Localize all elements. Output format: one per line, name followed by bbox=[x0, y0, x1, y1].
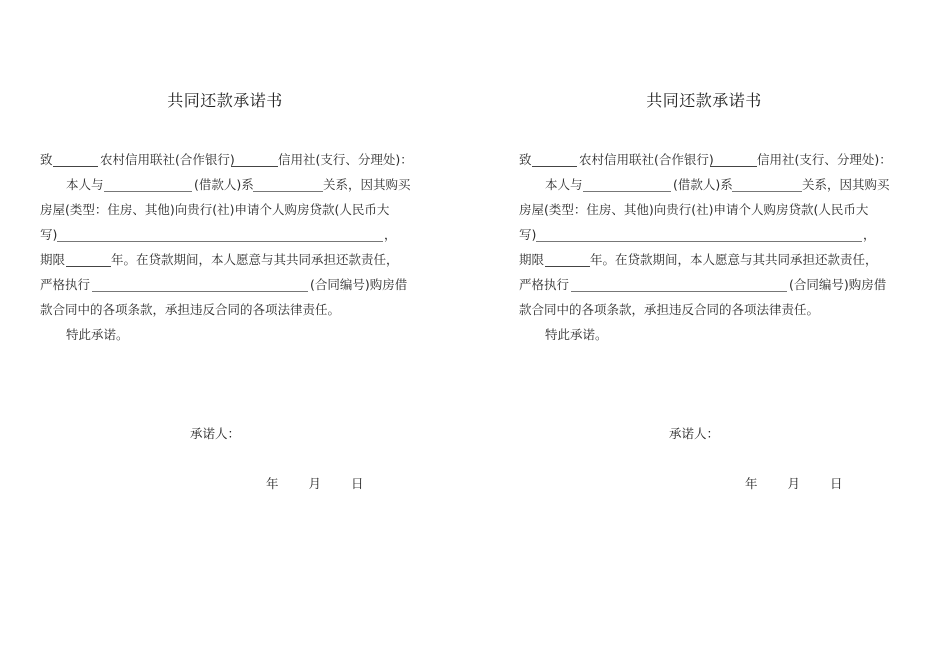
document-title: 共同还款承诺书 bbox=[646, 91, 762, 110]
contract-terms-text: 款合同中的各项条款，承担违反合同的各项法律责任。 bbox=[519, 302, 820, 317]
relation-line bbox=[519, 172, 889, 197]
blank-rural-name[interactable] bbox=[53, 147, 98, 167]
contract-no-label: (合同编号)购房借 bbox=[789, 277, 887, 292]
contract-terms-line bbox=[519, 297, 889, 322]
term-text: 年。在贷款期间，本人愿意与其共同承担还款责任， bbox=[111, 252, 399, 267]
promiser-label: 承诺人： bbox=[190, 426, 241, 441]
write-label: 写) bbox=[519, 227, 537, 242]
promiser-label: 承诺人： bbox=[669, 426, 720, 441]
contract-no-line bbox=[519, 272, 889, 297]
month-label: 月 bbox=[787, 476, 801, 491]
blank-loan-amount[interactable] bbox=[57, 222, 383, 242]
amount-line bbox=[519, 222, 889, 247]
contract-no-label: (合同编号)购房借 bbox=[310, 277, 408, 292]
comma: ， bbox=[863, 227, 876, 242]
strict-label: 严格执行 bbox=[40, 277, 91, 292]
rural-credit-label: 农村信用联社(合作银行) bbox=[100, 152, 235, 167]
comma: ， bbox=[384, 227, 397, 242]
i-and-label: 本人与 bbox=[66, 177, 104, 192]
day-label: 日 bbox=[351, 476, 364, 491]
year-label: 年 bbox=[266, 476, 279, 491]
blank-contract-number[interactable] bbox=[92, 272, 308, 292]
write-label: 写) bbox=[40, 227, 58, 242]
document-title: 共同还款承诺书 bbox=[167, 91, 283, 110]
term-text: 年。在贷款期间，本人愿意与其共同承担还款责任， bbox=[590, 252, 878, 267]
contract-terms-line bbox=[40, 297, 410, 322]
blank-term-years[interactable] bbox=[66, 247, 111, 267]
blank-credit-coop-name[interactable] bbox=[710, 147, 757, 167]
relation-label: 关系，因其购买 bbox=[323, 177, 411, 192]
month-label: 月 bbox=[308, 476, 322, 491]
borrower-label: (借款人)系 bbox=[673, 177, 733, 192]
rural-credit-label: 农村信用联社(合作银行) bbox=[579, 152, 714, 167]
blank-loan-amount[interactable] bbox=[536, 222, 862, 242]
relation-label: 关系，因其购买 bbox=[802, 177, 890, 192]
house-line bbox=[519, 197, 889, 222]
contract-terms-text: 款合同中的各项条款，承担违反合同的各项法律责任。 bbox=[40, 302, 341, 317]
blank-borrower-name[interactable] bbox=[583, 172, 671, 192]
house-line bbox=[40, 197, 410, 222]
blank-relation[interactable] bbox=[732, 172, 802, 192]
blank-borrower-name[interactable] bbox=[104, 172, 192, 192]
blank-rural-name[interactable] bbox=[532, 147, 577, 167]
relation-line bbox=[40, 172, 410, 197]
house-type-text: 房屋(类型：住房、其他)向贵行(社)申请个人购房贷款(人民币大 bbox=[40, 202, 390, 217]
strict-label: 严格执行 bbox=[519, 277, 570, 292]
hereby-text: 特此承诺。 bbox=[66, 327, 129, 342]
hereby-line bbox=[519, 322, 889, 347]
term-label: 期限 bbox=[40, 252, 66, 267]
contract-no-line bbox=[40, 272, 410, 297]
term-label: 期限 bbox=[519, 252, 545, 267]
commitment-letter-left bbox=[40, 0, 413, 672]
i-and-label: 本人与 bbox=[545, 177, 583, 192]
house-type-text: 房屋(类型：住房、其他)向贵行(社)申请个人购房贷款(人民币大 bbox=[519, 202, 869, 217]
year-label: 年 bbox=[745, 476, 758, 491]
borrower-label: (借款人)系 bbox=[194, 177, 254, 192]
blank-credit-coop-name[interactable] bbox=[231, 147, 278, 167]
blank-relation[interactable] bbox=[253, 172, 323, 192]
date-line bbox=[745, 474, 843, 492]
hereby-line bbox=[40, 322, 410, 347]
credit-coop-label: 信用社(支行、分理处)： bbox=[757, 152, 892, 167]
credit-coop-label: 信用社(支行、分理处)： bbox=[278, 152, 413, 167]
blank-contract-number[interactable] bbox=[571, 272, 787, 292]
address-line bbox=[40, 147, 413, 172]
date-line bbox=[266, 474, 364, 492]
amount-line bbox=[40, 222, 410, 247]
hereby-text: 特此承诺。 bbox=[545, 327, 608, 342]
term-line bbox=[519, 247, 889, 272]
to-label: 致 bbox=[40, 152, 53, 167]
to-label: 致 bbox=[519, 152, 532, 167]
day-label: 日 bbox=[830, 476, 843, 491]
blank-term-years[interactable] bbox=[545, 247, 590, 267]
commitment-letter-right bbox=[519, 0, 892, 672]
term-line bbox=[40, 247, 410, 272]
address-line bbox=[519, 147, 892, 172]
